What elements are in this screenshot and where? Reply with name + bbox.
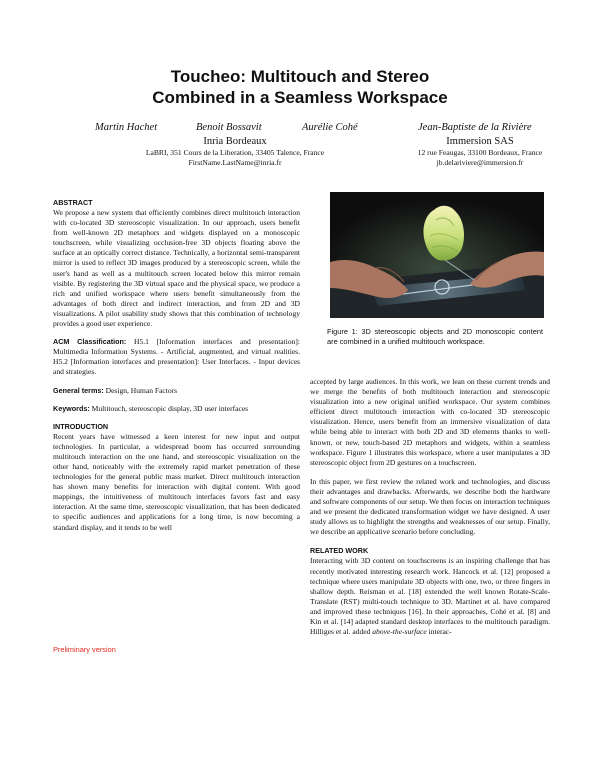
author-name: Martin Hachet bbox=[95, 122, 158, 133]
affiliation-email: FirstName.LastName@inria.fr bbox=[188, 158, 282, 167]
affiliation-org: Immersion SAS bbox=[446, 136, 514, 147]
related-work-text bbox=[310, 556, 550, 637]
abstract-text: We propose a new system that efficiently combines direct multitouch interaction with co-located 3D stereoscopic visualization. In our approach, users benefit from well-known 2D metaphors and widgets displayed on a monoscopic touchscreen, while visualizing occlusion-free 3D objects floating above the surface at an optically correct distance. Technically, a horizontal semi-transparent mirror is used to reflect 3D images produced by a stereoscopic screen, while the user's hand as well as a multitouch screen located below this mirror remain visible. By registering the 3D virtual space and the physical space, we produce a rich and unified workspace where users benefit simultaneously from the advantages of both direct and indirect interaction, and from 2D and 3D visualizations. A pilot usability study shows that this combination of technology provides a good user experience. bbox=[53, 208, 300, 329]
related-work-text-b: interac- bbox=[426, 627, 452, 637]
general-terms-text: Design, Human Factors bbox=[105, 385, 178, 395]
right-column bbox=[310, 377, 550, 637]
keywords-text: Multitouch, stereoscopic display, 3D user interfaces bbox=[91, 403, 249, 413]
related-work-text-a: Interacting with 3D content on touchscreens is an inspiring challenge that has recently motivated interesting research work. Hancock et al. [12] proposed a technique where users manipulate 3D objects with one, two, or three fingers in shallow depth. Reisman et al. [18] extended the well known Rotate-Scale-Translate (RST) multi-touch technique to 3D. Martinet et al. have compared and improved these techniques [16]. In their approaches, Cohé et al. [8] and Kin et al. [14] adapted standard desktop interfaces to the multitouch paradigm. Hilliges et al. added bbox=[310, 556, 550, 637]
abstract-heading: ABSTRACT bbox=[53, 198, 93, 207]
related-work-heading: RELATED WORK bbox=[310, 546, 369, 556]
affiliation-address: 12 rue Feaugas, 33100 Bordeaux, France bbox=[417, 148, 543, 157]
affiliation-org: Inria Bordeaux bbox=[203, 136, 267, 147]
figure-1-caption: Figure 1: 3D stereoscopic objects and 2D monoscopic content are combined in a unified multitouch workspace. bbox=[327, 327, 543, 346]
general-terms-label: General terms: bbox=[53, 385, 104, 395]
left-column bbox=[53, 198, 300, 533]
paper-title bbox=[0, 66, 600, 108]
affiliation-email: jb.delariviere@immersion.fr bbox=[436, 158, 524, 167]
acm-text: H5.1 [Information interfaces and presentation]: Multimedia Information Systems. - Artificial, augmented, and virtual realities. H5.2 [Information interfaces and presentation]: User Interfaces. - Input devices and strategies. bbox=[53, 337, 300, 377]
related-work-italic: above-the-surface bbox=[372, 627, 427, 637]
affiliation-address: LaBRI, 351 Cours de la Liberation, 33405 Talence, France bbox=[145, 148, 325, 157]
general-terms bbox=[53, 386, 300, 396]
author-name: Benoit Bossavit bbox=[196, 122, 262, 133]
keywords-label: Keywords: bbox=[53, 403, 90, 413]
title-line-1: Toucheo: Multitouch and Stereo bbox=[170, 67, 430, 86]
affiliation-immersion bbox=[395, 135, 565, 168]
introduction-text: Recent years have witnessed a keen interest for new input and output technologies. In particular, a widespread boom has occurred surrounding multitouch interaction on the one hand, and stereoscopic visualization on the other hand, noticeably with the extremely rapid market penetration of these technologies for the general public mass market. Direct multitouch interaction has shown many benefits for interaction with digital content. With good mappings, the intuitiveness of multitouch interfaces favors fast and easy interaction. At the same time, stereoscopic visualization, that has been dedicated to specific audiences and applications for a long time, is now becoming a standard display, and it tends to be well bbox=[53, 431, 300, 532]
figure-1-photo bbox=[330, 192, 544, 318]
keywords bbox=[53, 404, 300, 414]
preliminary-version-note: Preliminary version bbox=[53, 645, 116, 654]
acm-label: ACM Classification: bbox=[53, 337, 127, 347]
title-line-2: Combined in a Seamless Workspace bbox=[152, 88, 448, 107]
acm-classification bbox=[53, 337, 300, 377]
author-name: Jean-Baptiste de la Rivière bbox=[418, 122, 532, 133]
intro-continued-text: accepted by large audiences. In this work, we lean on these current trends and we merge the benefits of both multitouch interaction and stereoscopic visualization into a new original unified workspace. Our system combines efficient direct multitouch interaction with co-located 3D stereoscopic visualization. Hence, users benefit from an immersive visualization of data while being able to interact with both 2D and 3D elements thanks to well-known, or new, touch-based 2D metaphors and widgets, within a seamless workspace. Figure 1 illustrates this workspace, where a user manipulates a 3D stereoscopic object from 2D gestures on a touchscreen. bbox=[310, 377, 550, 467]
paper-outline-text: In this paper, we first review the related work and technologies, and discuss their advantages and drawbacks. Afterwards, we describe both the hardware and software components of our setup. We then focus on interaction techniques and we present the dedicated transformation widget we have designed. A user study allows us to highlight the strengths and weaknesses of our setup. Finally, we describe an applicative scenario before concluding. bbox=[310, 476, 550, 537]
introduction-heading: INTRODUCTION bbox=[53, 421, 109, 431]
touchscreen-photo-image bbox=[330, 192, 544, 318]
author-name: Aurélie Cohé bbox=[302, 122, 358, 133]
affiliation-inria bbox=[100, 135, 370, 168]
